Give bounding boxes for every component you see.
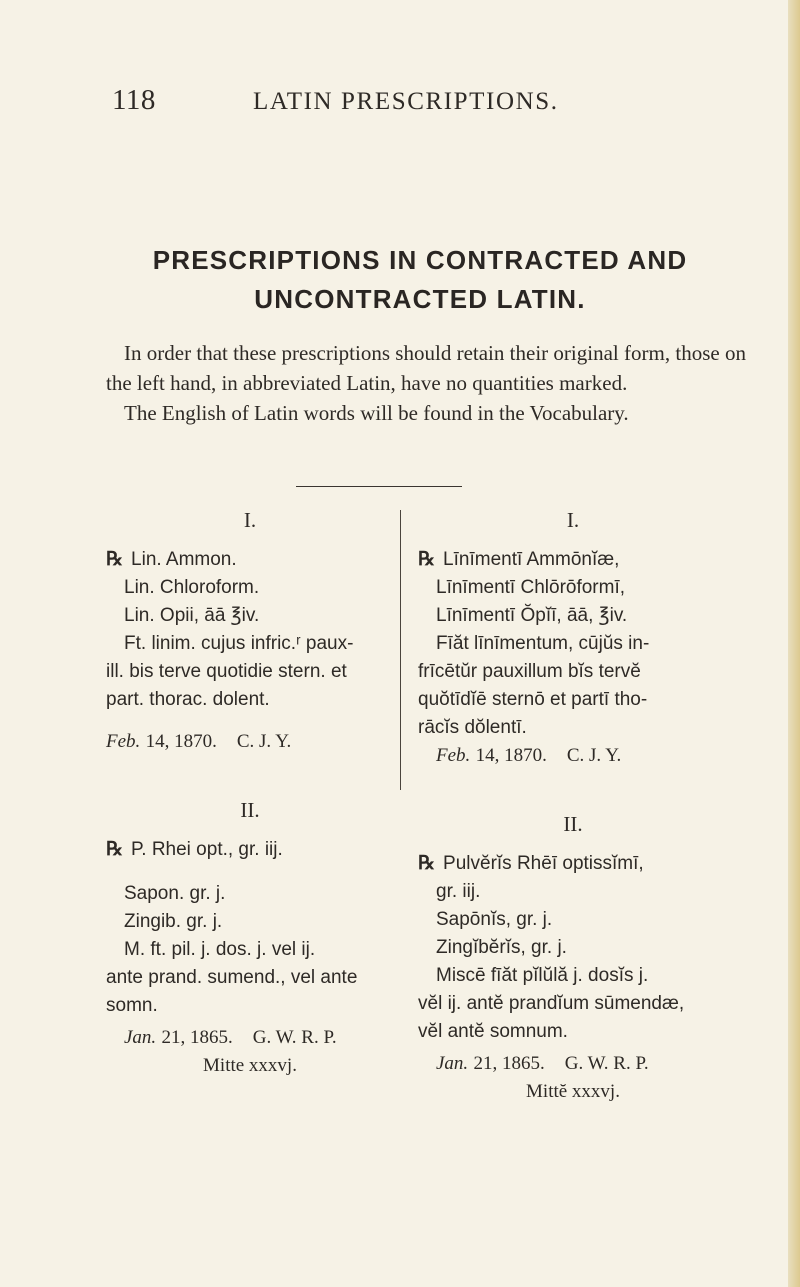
mitte-line: Mitte xxxvj.	[203, 1055, 297, 1076]
intro-paragraph-1: In order that these prescriptions should retain their original form, those on the left hand, in abbreviated Latin, have no quantities marked.	[106, 341, 746, 395]
prescription-2-uncontracted	[418, 850, 728, 1106]
prescription-line: ante prand. sumend., vel ante	[106, 967, 358, 988]
prescription-line: Ft. linim. cujus infric.ʳ paux-	[124, 633, 354, 654]
page-edge	[788, 0, 800, 1287]
prescription-date: Feb. 14, 1870. C. J. Y.	[436, 745, 622, 766]
divider-rule	[296, 486, 462, 487]
prescriber-initials: G. W. R. P.	[564, 1053, 649, 1074]
recipe-symbol: ℞	[106, 549, 124, 570]
prescriber-initials: C. J. Y.	[566, 745, 622, 766]
prescription-date: Jan. 21, 1865. G. W. R. P.	[436, 1053, 649, 1074]
mitte-line: Mittĕ xxxvj.	[526, 1081, 620, 1102]
title-line-1: PRESCRIPTIONS IN CONTRACTED AND	[152, 245, 688, 275]
prescription-1-contracted	[106, 546, 394, 756]
column-rule	[400, 510, 401, 790]
prescription-1-uncontracted	[418, 546, 728, 770]
prescription-line: ℞ P. Rhei opt., gr. iij.	[106, 839, 283, 860]
prescription-line: Sapon. gr. j.	[124, 883, 226, 904]
prescription-line: Lin. Opii, āā ℥iv.	[124, 605, 260, 626]
intro-text	[106, 338, 746, 428]
prescription-numeral: I.	[243, 508, 257, 532]
prescription-line: ℞ Pulvĕrĭs Rhēī optissĭmī,	[418, 853, 644, 874]
section-title	[100, 241, 740, 319]
prescription-line: rācĭs dŏlentī.	[418, 717, 527, 738]
contracted-latin-column	[106, 506, 394, 1080]
prescription-line: vĕl antĕ somnum.	[418, 1021, 568, 1042]
prescription-line: part. thorac. dolent.	[106, 689, 270, 710]
prescription-line: Līnīmentī Chlōrōformī,	[436, 577, 626, 598]
prescription-numeral: II.	[240, 798, 260, 822]
prescription-line: Zingib. gr. j.	[124, 911, 223, 932]
recipe-symbol: ℞	[106, 839, 124, 860]
prescription-line: Sapōnĭs, gr. j.	[436, 909, 553, 930]
prescription-line: Līnīmentī Ŏpĭī, āā, ℥iv.	[436, 605, 628, 626]
prescription-line: ℞ Līnīmentī Ammōnĭæ,	[418, 549, 620, 570]
recipe-symbol: ℞	[418, 853, 436, 874]
prescriber-initials: C. J. Y.	[236, 731, 292, 752]
prescription-line: frīcētŭr pauxillum bĭs tervĕ	[418, 661, 641, 682]
uncontracted-latin-column	[418, 506, 728, 1106]
prescriber-initials: G. W. R. P.	[252, 1027, 337, 1048]
intro-paragraph-2: The English of Latin words will be found in the Vocabulary.	[124, 401, 629, 425]
prescription-line: Zingĭbĕrĭs, gr. j.	[436, 937, 567, 958]
page-number: 118	[112, 84, 156, 116]
prescription-line: somn.	[106, 995, 158, 1016]
prescription-line: Miscē fīăt pĭlŭlă j. dosĭs j.	[436, 965, 649, 986]
prescription-line: ℞ Lin. Ammon.	[106, 549, 237, 570]
prescription-line: Lin. Chloroform.	[124, 577, 260, 598]
prescription-2-contracted	[106, 836, 394, 1080]
prescription-date: Jan. 21, 1865. G. W. R. P.	[124, 1027, 337, 1048]
prescription-numeral: II.	[563, 812, 583, 836]
running-head: LATIN PRESCRIPTIONS.	[253, 88, 559, 115]
recipe-symbol: ℞	[418, 549, 436, 570]
prescription-date: Feb. 14, 1870. C. J. Y.	[106, 731, 292, 752]
prescription-line: M. ft. pil. j. dos. j. vel ij.	[124, 939, 316, 960]
prescription-line: quŏtīdĭē sternō et partī tho-	[418, 689, 648, 710]
prescription-line: Fīăt līnīmentum, cūjŭs in-	[436, 633, 650, 654]
prescription-line: ill. bis terve quotidie stern. et	[106, 661, 347, 682]
prescription-line: vĕl ij. antĕ prandĭum sūmendæ,	[418, 993, 685, 1014]
title-line-2: UNCONTRACTED LATIN.	[254, 284, 586, 314]
prescription-line: gr. iij.	[436, 881, 481, 902]
prescription-numeral: I.	[566, 508, 580, 532]
